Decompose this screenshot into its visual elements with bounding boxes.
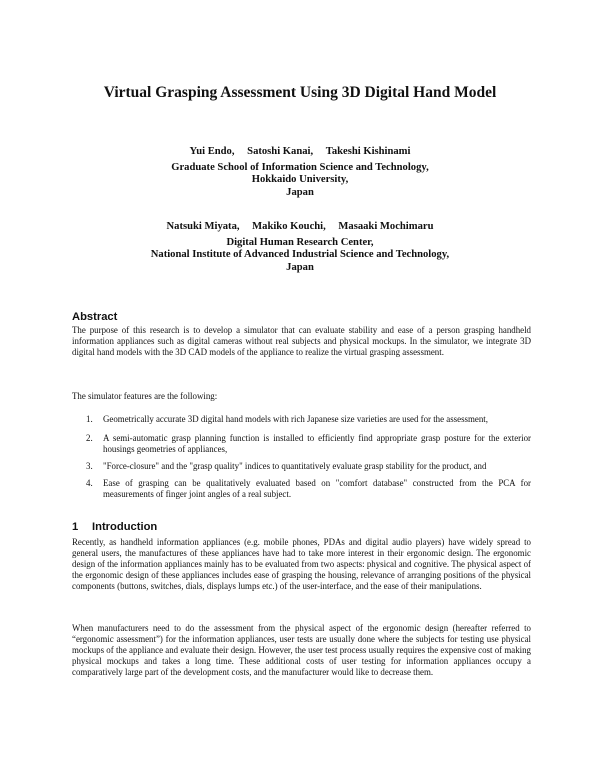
list-item [72,478,531,500]
section-number: 1 [72,521,79,533]
author-name: Masaaki Mochimaru [338,221,434,232]
list-item-number: 1. [86,414,93,424]
list-item-text: Geometrically accurate 3D digital hand models with rich Japanese size varieties are used for the assessment, [103,414,488,424]
features-intro: The simulator features are the following: [72,391,218,401]
affiliation-line: Digital Human Research Center, [226,237,374,248]
affiliation-2 [0,237,600,274]
author-name: Makiko Kouchi, [252,221,326,232]
author-name: Yui Endo, [189,146,235,157]
paper-title: Virtual Grasping Assessment Using 3D Digital Hand Model [103,84,497,101]
author-name: Satoshi Kanai, [247,146,314,157]
abstract-paragraph: The purpose of this research is to develop a simulator that can evaluate stability and ease of a person grasping handheld information appliances such as digital cameras without real subjects and physical mockups. In the simulator, we integrate 3D digital hand models with the 3D CAD models of the appliance to realize the virtual grasping assessment. [72,325,531,358]
affiliation-line: Graduate School of Information Science and Technology, [171,162,429,173]
list-item [72,433,531,455]
abstract-heading: Abstract [72,311,118,323]
affiliation-line: Japan [286,186,314,198]
introduction-paragraph-1: Recently, as handheld information appliances (e.g. mobile phones, PDAs and digital audio players) have widely spread to general users, the manufactures of these appliances have had to take more interest in their ergonomic design. The ergonomic design of the information appliances mainly has to be evaluated from two aspects: physical and cognitive. The physical aspect of the ergonomic design of these appliances includes ease of grasping the housing, relevance of arranging positions of the physical components (buttons, switches, dials, displays lumps etc.) of the user-interface, and the ease of their manipulations. [72,537,531,592]
list-item-number: 3. [86,461,93,472]
affiliation-line: Hokkaido University, [251,174,349,186]
list-item [72,461,531,472]
author-list-1 [0,146,600,158]
list-item-number: 4. [86,478,93,489]
affiliation-1 [0,162,600,199]
affiliation-line: National Institute of Advanced Industrial Science and Technology, [150,249,450,261]
introduction-paragraph-2: When manufacturers need to do the assessment from the physical aspect of the ergonomic design (hereafter referred to “ergonomic assessment”) for the information appliances, user tests are usually done where the subjects for testing use physical mockups of the appliance and evaluate their design. However, the user test process usually requires the expensive cost of making physical mockups and takes a long time. These additional costs of user testing for information appliances occupy a comparatively large part of the development costs, and the manufacturer would like to decrease them. [72,623,531,678]
affiliation-line: Japan [286,261,314,273]
list-item-number: 2. [86,433,93,444]
author-name: Natsuki Miyata, [166,221,240,232]
section-title: Introduction [92,521,158,533]
list-item-text: Ease of grasping can be qualitatively evaluated based on "comfort database" constructed from the PCA for measurements of finger joint angles of a real subject. [103,478,531,500]
list-item [72,414,531,425]
list-item-text: "Force-closure" and the "grasp quality" indices to quantitatively evaluate grasp stability for the product, and [103,461,487,472]
author-name: Takeshi Kishinami [325,146,411,157]
author-list-2 [0,221,600,233]
feature-list [72,414,531,507]
list-item-text: A semi-automatic grasp planning function is installed to efficiently find appropriate grasp posture for the exterior housings geometries of appliances, [103,433,531,455]
introduction-heading [72,521,157,533]
